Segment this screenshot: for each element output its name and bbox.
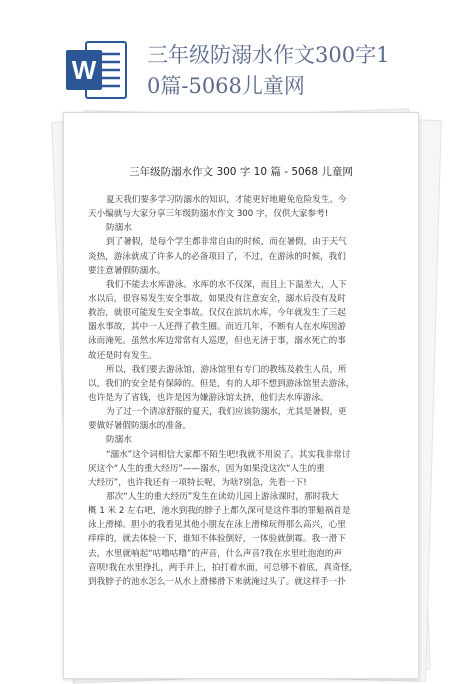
document-line: 到了暑假，是每个学生都非常自由的时候，而在暑假，由于天气 [106,237,347,248]
word-icon-letter: W [71,55,97,85]
document-line: “溺水”这个词相信大家都不陌生吧!我就不用说了。其实我非常讨 [106,449,351,460]
page-title-line-1: 三年级防溺水作文300字1 [147,43,390,67]
document-line: 概 1 米 2 左右吧，池水到我的脖子上都久深可是这件事的罪魁祸首是 [88,506,351,517]
document-line: 天小编就与大家分享三年级防溺水作文 300 字，仅供大家参考! [88,209,329,220]
document-line: 夏天我们要多学习防溺水的知识，才能更好地避免危险发生。今 [106,195,347,205]
document-line: 去，水里就响起“咕噜咕噜”的声音，什么声音?我在水里吐泡泡的声 [88,548,343,559]
document-body [88,193,390,589]
document-line: 救治，就很可能发生安全事故。仅仅在滨坑水库，今年就发生了三起 [88,308,346,319]
document-line: 我们不能去水库游泳。水库的水不仅深，而且上下温差大，人下 [106,279,347,290]
document-line: 故还是时有发生。 [88,350,157,361]
document-line: 防溺水 [106,223,132,234]
document-line: 为了过一个清凉舒服的夏天，我们应该防溺水，尤其是暑假，更 [106,407,347,418]
document-line: 以，我们的安全是有保障的。但是，有的人却不想到游泳馆里去游泳， [88,378,355,389]
document-line: 要注意暑假防溺水。 [88,265,166,276]
document-line: 防溺水 [106,435,132,446]
document-title: 三年级防溺水作文 300 字 10 篇 - 5068 儿童网 [129,166,353,178]
document-line: 到我脖子的池水怎么一从水上滑梯滑下来就淹过头了。就这样手一扑 [88,576,346,587]
document-line: 也许是为了省钱，也许是因为嫌游泳馆太挤，他们去水库游泳。 [88,392,329,403]
document-line: 水以后，很容易发生安全事故，如果没有注意安全，溺水后没有及时 [88,293,346,304]
document-line: 所以，我们要去游泳馆，游泳馆里有专门的教练及救生人员，所 [106,364,347,375]
page-title-line-2: 0篇-5068儿童网 [147,74,305,98]
document-line: 要做好暑假防溺水的准备。 [88,421,192,432]
page-title [147,40,467,102]
document-line: 溺水事故，其中一人还得了救生圈。而近几年，不断有人在水库因游 [88,322,346,333]
document-line: 炎热，游泳就成了许多人的必备项目了，不过，在游泳的时候，我们 [88,251,346,262]
document-line: 厌这个“人生的重大经历”——溺水，因为如果没这次“人生的重 [88,463,325,474]
document-line: 音呗!我在水里挣扎，两手并上，拍打着水面，可总够不着底，真奇怪， [88,562,358,573]
word-icon [66,40,128,100]
document-line: 泳上滑梯。胆小的我看见其他小朋友在泳上滑梯玩得那么高兴，心里 [88,520,346,531]
document-line: 那次“人生的重大经历”发生在读幼儿园上游泳课时，那时我大 [106,491,339,502]
document-line: 泳而淹死。虽然水库边常常有人巡逻，但也无济于事，溺水死亡的事 [88,336,346,347]
document-line: 大经历”，也许我还有一项特长呢，为啥?别急，先看一下! [88,477,307,488]
document-page [63,112,419,679]
header [0,0,474,110]
document-line: 痒痒的，就去体验一下，谁知不体验倒好，一体验就倒霉。我一滑下 [88,534,346,545]
